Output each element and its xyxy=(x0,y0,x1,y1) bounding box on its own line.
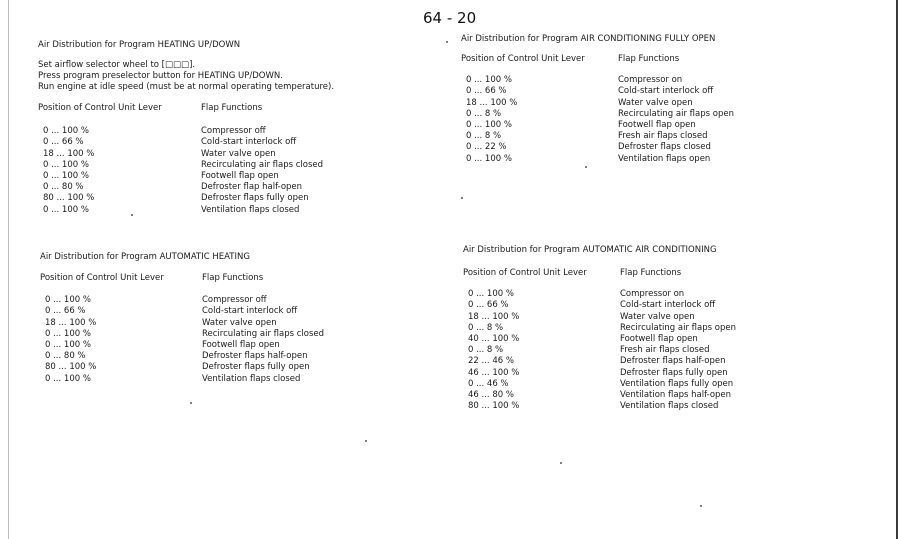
section-automatic-air-conditioning xyxy=(463,245,863,412)
lever-position-value: 0 ... 100 % xyxy=(43,204,89,215)
flap-function-text: Recirculating air flaps open xyxy=(620,322,736,333)
scan-speck xyxy=(560,462,562,464)
flap-function-text: Compressor off xyxy=(201,126,266,137)
lever-position-value: 0 ... 80 % xyxy=(45,351,86,362)
table-row xyxy=(461,86,861,97)
flap-function-text: Footwell flap open xyxy=(618,119,696,130)
flap-function-text: Defroster flaps fully open xyxy=(202,362,310,373)
table-row xyxy=(463,312,863,323)
page-right-edge xyxy=(896,0,898,539)
flap-function-text: Defroster flap half-open xyxy=(201,182,303,193)
table-row xyxy=(40,374,420,385)
lever-position-value: 0 ... 100 % xyxy=(43,126,89,137)
lever-position-value: 0 ... 100 % xyxy=(468,289,514,300)
flap-function-text: Ventilation flaps fully open xyxy=(620,378,734,389)
lever-position-value: 0 ... 100 % xyxy=(45,295,91,306)
scan-speck xyxy=(446,41,448,43)
flap-function-text: Recirculating air flaps open xyxy=(618,108,734,119)
table-row xyxy=(461,75,861,86)
table-row xyxy=(461,131,861,142)
lever-position-value: 22 ... 46 % xyxy=(468,356,514,367)
flap-function-text: Cold-start interlock off xyxy=(620,300,716,311)
lever-position-value: 0 ... 8 % xyxy=(466,108,502,119)
table-row xyxy=(38,149,418,160)
page-number: 64 - 20 xyxy=(423,9,477,27)
table-row xyxy=(461,154,861,165)
lever-position-value: 0 ... 100 % xyxy=(466,119,512,130)
flap-function-text: Footwell flap open xyxy=(202,339,280,350)
flap-function-text: Fresh air flaps closed xyxy=(618,131,708,142)
rows-list xyxy=(40,295,420,385)
instruction-line: Run engine at idle speed (must be at normal operating temperature). xyxy=(38,82,335,93)
lever-position-value: 0 ... 8 % xyxy=(466,131,502,142)
section-title: Air Distribution for Program AUTOMATIC HEATING xyxy=(40,252,250,262)
lever-position-value: 0 ... 8 % xyxy=(468,345,504,356)
flap-function-text: Compressor on xyxy=(620,289,685,300)
instruction-line: Set airflow selector wheel to [□□□]. xyxy=(38,60,196,71)
lever-position-value: 46 ... 80 % xyxy=(468,389,514,400)
column-header-flap: Flap Functions xyxy=(202,273,264,284)
lever-position-value: 0 ... 66 % xyxy=(466,86,507,97)
flap-function-text: Ventilation flaps open xyxy=(618,153,711,164)
lever-position-value: 80 ... 100 % xyxy=(43,193,95,204)
flap-function-text: Water valve open xyxy=(620,311,695,322)
table-row xyxy=(461,98,861,109)
table-row xyxy=(461,109,861,120)
table-row xyxy=(40,295,420,306)
column-header-position: Position of Control Unit Lever xyxy=(40,273,164,284)
flap-function-text: Defroster flaps fully open xyxy=(201,193,309,204)
lever-position-value: 18 ... 100 % xyxy=(43,148,95,159)
scan-speck xyxy=(700,505,702,507)
flap-function-text: Water valve open xyxy=(202,317,277,328)
table-row xyxy=(40,340,420,351)
column-headers xyxy=(461,54,861,66)
table-row xyxy=(463,334,863,345)
scan-speck xyxy=(190,402,192,404)
lever-position-value: 0 ... 100 % xyxy=(45,328,91,339)
scan-speck xyxy=(365,440,367,442)
table-row xyxy=(38,193,418,204)
table-row xyxy=(461,120,861,131)
column-header-position: Position of Control Unit Lever xyxy=(38,103,162,114)
table-row xyxy=(40,351,420,362)
flap-function-text: Footwell flap open xyxy=(620,333,698,344)
table-row xyxy=(463,401,863,412)
column-header-flap: Flap Functions xyxy=(201,103,263,114)
table-row xyxy=(461,142,861,153)
lever-position-value: 80 ... 100 % xyxy=(468,401,520,412)
lever-position-value: 0 ... 66 % xyxy=(43,137,84,148)
column-header-position: Position of Control Unit Lever xyxy=(461,54,585,65)
table-row xyxy=(38,171,418,182)
flap-function-text: Cold-start interlock off xyxy=(618,86,714,97)
flap-function-text: Recirculating air flaps closed xyxy=(201,159,324,170)
lever-position-value: 80 ... 100 % xyxy=(45,362,97,373)
lever-position-value: 40 ... 100 % xyxy=(468,333,520,344)
scan-speck xyxy=(131,214,133,216)
flap-function-text: Defroster flaps fully open xyxy=(620,367,728,378)
lever-position-value: 18 ... 100 % xyxy=(466,97,518,108)
section-title: Air Distribution for Program AIR CONDITIONING FULLY OPEN xyxy=(461,34,716,44)
flap-function-text: Water valve open xyxy=(618,97,693,108)
lever-position-value: 0 ... 100 % xyxy=(43,159,89,170)
section-title: Air Distribution for Program AUTOMATIC AIR CONDITIONING xyxy=(463,245,717,255)
table-row xyxy=(463,390,863,401)
flap-function-text: Recirculating air flaps closed xyxy=(202,328,325,339)
lever-position-value: 0 ... 100 % xyxy=(45,373,91,384)
instruction-line: Press program preselector button for HEATING UP/DOWN. xyxy=(38,71,283,82)
flap-function-text: Cold-start interlock off xyxy=(202,306,298,317)
table-row xyxy=(38,137,418,148)
table-row xyxy=(40,329,420,340)
flap-function-text: Defroster flaps half-open xyxy=(202,351,308,362)
column-headers xyxy=(38,103,418,115)
flap-function-text: Ventilation flaps closed xyxy=(202,373,301,384)
section-heating-up-down xyxy=(38,40,418,216)
column-headers xyxy=(40,273,420,285)
section-title: Air Distribution for Program HEATING UP/DOWN xyxy=(38,40,241,50)
lever-position-value: 0 ... 66 % xyxy=(468,300,509,311)
table-row xyxy=(463,300,863,311)
section-automatic-heating xyxy=(40,252,420,385)
table-row xyxy=(40,318,420,329)
lever-position-value: 46 ... 100 % xyxy=(468,367,520,378)
flap-function-text: Footwell flap open xyxy=(201,170,279,181)
table-row xyxy=(463,289,863,300)
lever-position-value: 18 ... 100 % xyxy=(468,311,520,322)
flap-function-text: Defroster flaps closed xyxy=(618,142,711,153)
section-air-conditioning-fully-open xyxy=(461,34,861,165)
column-headers xyxy=(463,268,863,280)
lever-position-value: 0 ... 100 % xyxy=(45,339,91,350)
page-left-edge xyxy=(8,0,9,539)
flap-function-text: Compressor off xyxy=(202,295,267,306)
flap-function-text: Ventilation flaps closed xyxy=(620,401,719,412)
lever-position-value: 0 ... 100 % xyxy=(43,170,89,181)
table-row xyxy=(38,126,418,137)
column-header-position: Position of Control Unit Lever xyxy=(463,268,587,279)
rows-list xyxy=(461,75,861,165)
table-row xyxy=(38,182,418,193)
flap-function-text: Fresh air flaps closed xyxy=(620,345,710,356)
table-row xyxy=(40,362,420,373)
table-row xyxy=(463,323,863,334)
flap-function-text: Defroster flaps half-open xyxy=(620,356,726,367)
table-row xyxy=(463,345,863,356)
scan-speck xyxy=(461,197,463,199)
rows-list xyxy=(463,289,863,412)
lever-position-value: 0 ... 66 % xyxy=(45,306,86,317)
rows-list xyxy=(38,126,418,216)
lever-position-value: 0 ... 8 % xyxy=(468,322,504,333)
flap-function-text: Cold-start interlock off xyxy=(201,137,297,148)
table-row xyxy=(40,306,420,317)
lever-position-value: 18 ... 100 % xyxy=(45,317,97,328)
table-row xyxy=(463,368,863,379)
column-header-flap: Flap Functions xyxy=(620,268,682,279)
flap-function-text: Compressor on xyxy=(618,75,683,86)
flap-function-text: Ventilation flaps closed xyxy=(201,204,300,215)
table-row xyxy=(38,205,418,216)
table-row xyxy=(463,379,863,390)
lever-position-value: 0 ... 100 % xyxy=(466,153,512,164)
scan-speck xyxy=(585,166,587,168)
lever-position-value: 0 ... 46 % xyxy=(468,378,509,389)
lever-position-value: 0 ... 22 % xyxy=(466,142,507,153)
lever-position-value: 0 ... 100 % xyxy=(466,75,512,86)
table-row xyxy=(463,356,863,367)
flap-function-text: Water valve open xyxy=(201,148,276,159)
instructions xyxy=(38,60,418,93)
column-header-flap: Flap Functions xyxy=(618,54,680,65)
flap-function-text: Ventilation flaps half-open xyxy=(620,389,732,400)
lever-position-value: 0 ... 80 % xyxy=(43,182,84,193)
table-row xyxy=(38,160,418,171)
